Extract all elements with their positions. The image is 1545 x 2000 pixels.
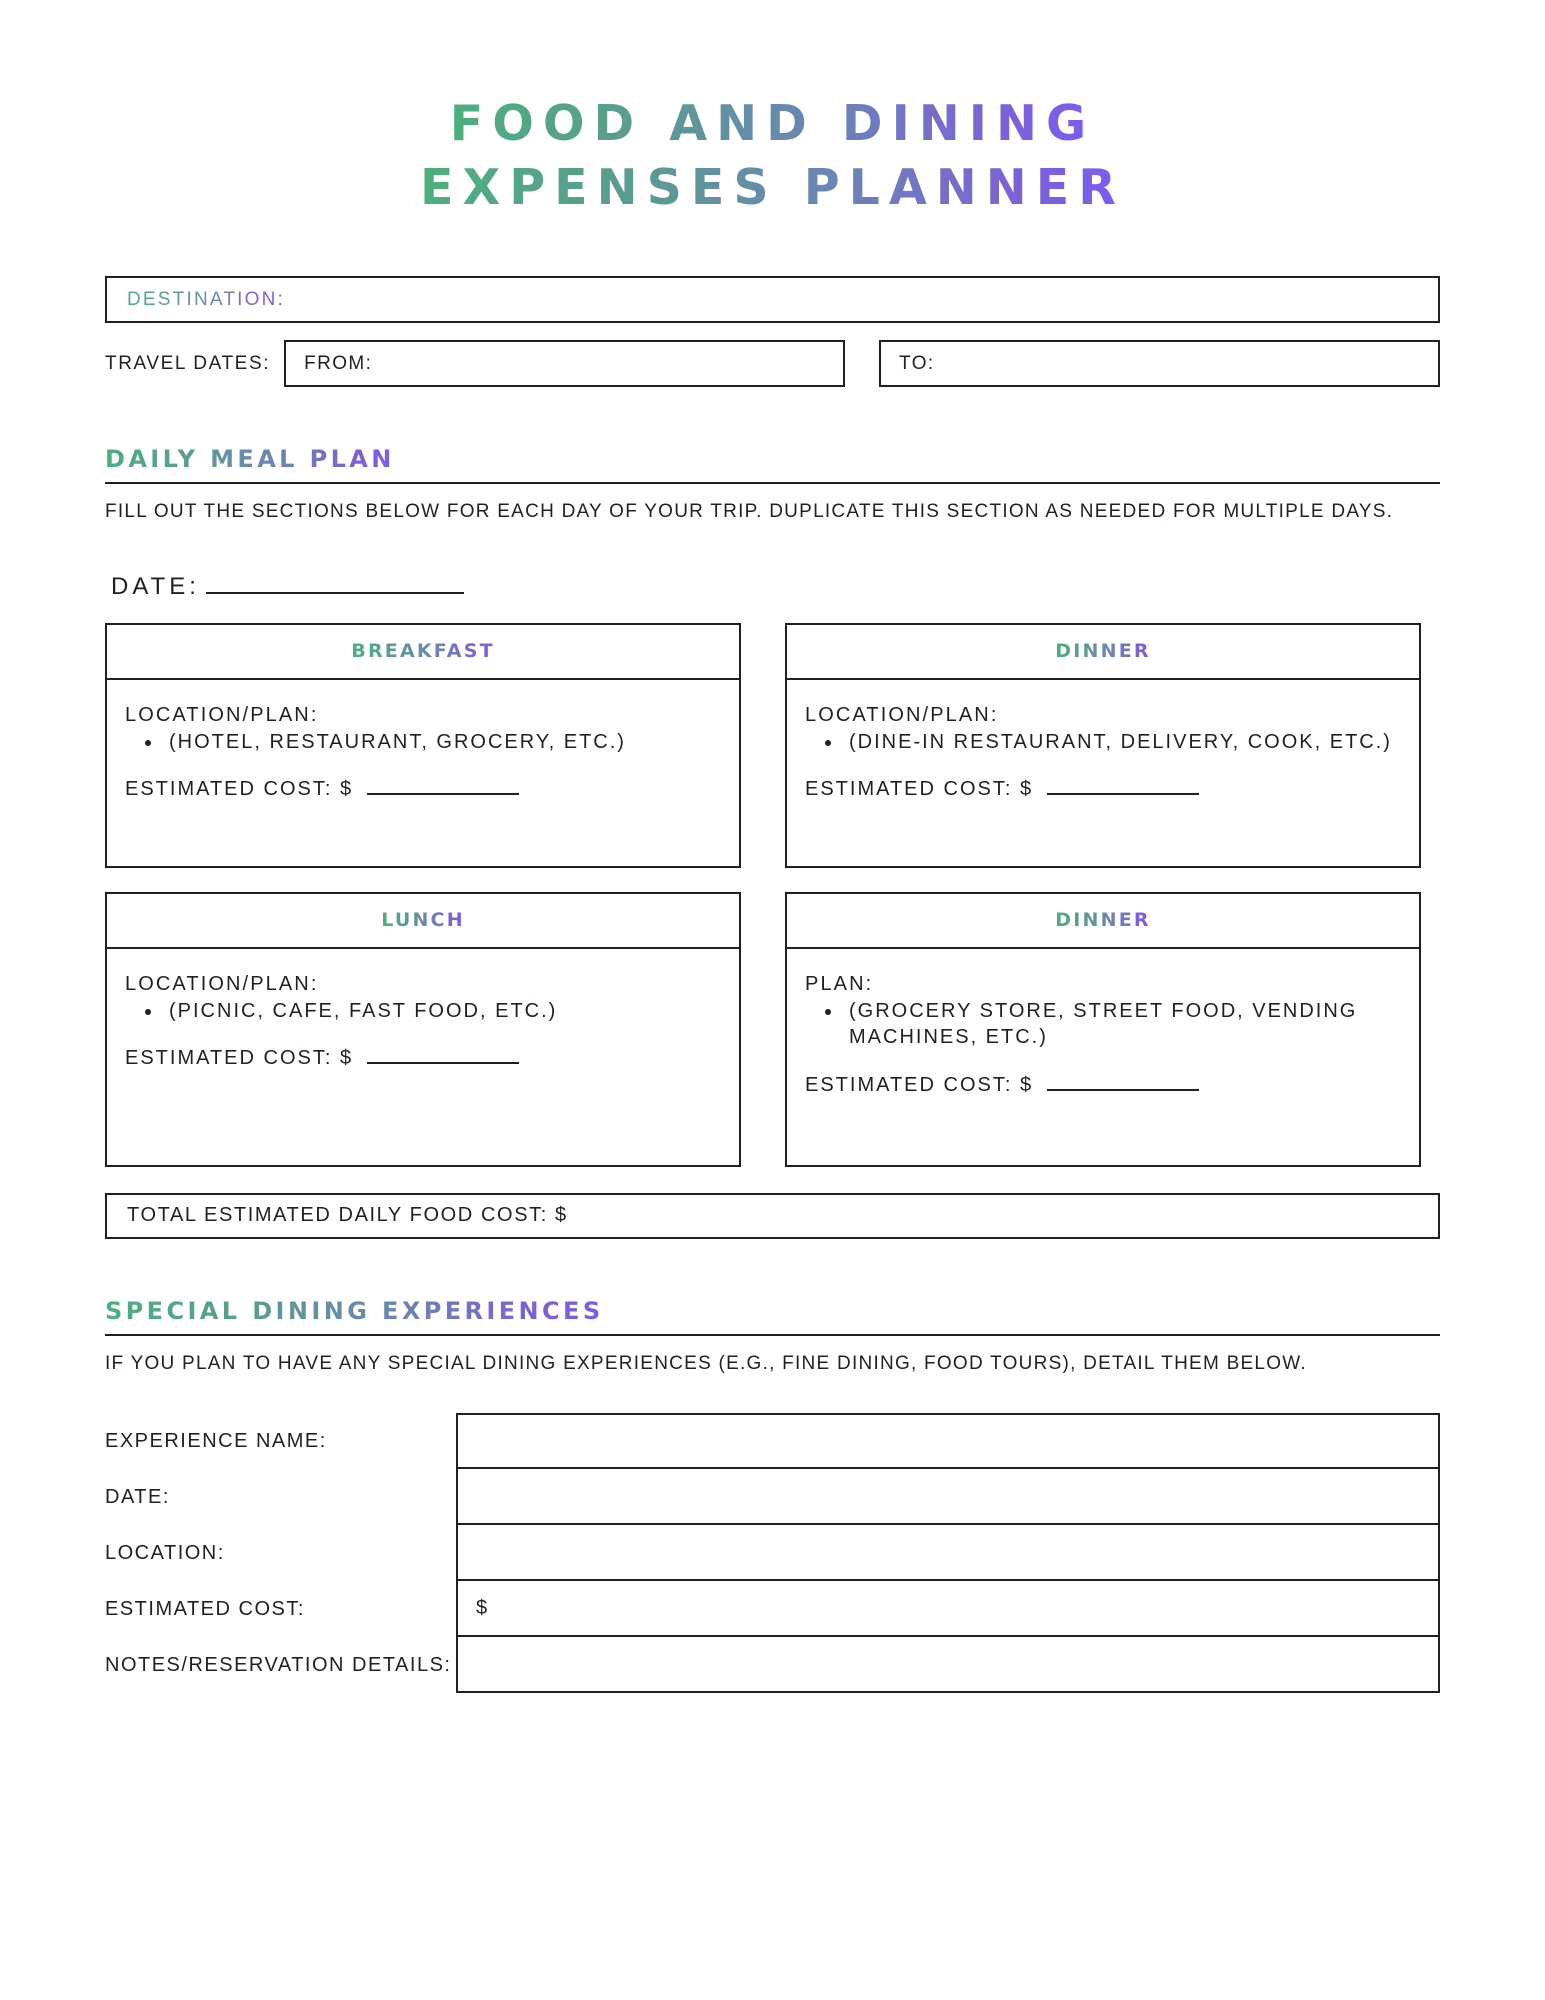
travel-date-to-label: TO: [899, 352, 935, 374]
experience-date-input[interactable] [456, 1469, 1440, 1525]
meal-card-dinner-primary-title: DINNER [1055, 640, 1151, 663]
experience-notes-label: NOTES/RESERVATION DETAILS: [105, 1653, 452, 1676]
travel-dates-label: TRAVEL DATES: [105, 352, 271, 374]
special-dining-rule [105, 1334, 1440, 1336]
travel-dates-row [105, 340, 1440, 387]
meal-card-lunch-hint-list [125, 998, 717, 1024]
meal-card-dinner-secondary-cost-row [805, 1073, 1397, 1097]
meal-card-breakfast-cost-label: ESTIMATED COST: $ [125, 778, 354, 801]
meal-card-dinner-primary-cost-row [805, 777, 1397, 801]
daily-meal-plan-heading [105, 445, 1440, 473]
daily-meal-plan-description: FILL OUT THE SECTIONS BELOW FOR EACH DAY OF YOUR TRIP. DUPLICATE THIS SECTION AS NEEDED FOR MULTIPLE DAYS. [105, 501, 1394, 523]
meal-card-breakfast-field-label: LOCATION/PLAN: [125, 703, 319, 726]
meal-plan-date-row [105, 572, 1440, 601]
page-title-line-2-text: EXPENSES PLANNER [420, 156, 1125, 220]
meal-card-lunch-cost-label: ESTIMATED COST: $ [125, 1047, 354, 1070]
meal-card-lunch-cost-input[interactable] [367, 1046, 519, 1064]
meal-card-dinner-primary-cost-label: ESTIMATED COST: $ [805, 778, 1034, 801]
meal-cards-grid [105, 623, 1440, 1167]
meal-card-breakfast-hint: • (HOTEL, RESTAURANT, GROCERY, ETC.) [163, 729, 717, 755]
meal-card-dinner-primary-hint: • (DINE-IN RESTAURANT, DELIVERY, COOK, ETC.) [843, 729, 1397, 755]
experience-estimated-cost-label: ESTIMATED COST: [105, 1597, 305, 1620]
daily-meal-plan-heading-text: DAILY MEAL PLAN [105, 445, 395, 474]
travel-date-from-field[interactable] [284, 340, 845, 387]
travel-date-from-label: FROM: [304, 352, 373, 374]
meal-card-lunch-header [107, 894, 739, 949]
meal-card-breakfast-header [107, 625, 739, 680]
meal-card-dinner-secondary-cost-label: ESTIMATED COST: $ [805, 1073, 1034, 1096]
special-dining-heading [105, 1297, 1440, 1325]
meal-card-breakfast-cost-row [125, 777, 717, 801]
meal-card-lunch-cost-row [125, 1046, 717, 1070]
table-row [105, 1637, 1440, 1693]
table-row [105, 1413, 1440, 1469]
meal-plan-date-label: DATE: [111, 572, 200, 600]
meal-card-lunch-body [107, 949, 739, 1165]
meal-card-dinner-primary-field-label: LOCATION/PLAN: [805, 703, 999, 726]
meal-card-breakfast [105, 623, 741, 868]
total-daily-food-cost-label: TOTAL ESTIMATED DAILY FOOD COST: $ [127, 1204, 568, 1227]
meal-card-lunch-title: LUNCH [381, 909, 465, 932]
experience-date-label: DATE: [105, 1485, 170, 1508]
meal-card-breakfast-title: BREAKFAST [351, 640, 495, 663]
special-dining-section [105, 1297, 1440, 1694]
table-row [105, 1581, 1440, 1637]
meal-card-dinner-secondary-field-label: PLAN: [805, 972, 874, 995]
meal-card-lunch [105, 892, 741, 1167]
meal-card-dinner-primary-body [787, 680, 1419, 866]
daily-meal-plan-section [105, 445, 1440, 1239]
destination-label: DESTINATION: [127, 288, 285, 310]
meal-card-lunch-field-label: LOCATION/PLAN: [125, 972, 319, 995]
meal-card-breakfast-body [107, 680, 739, 866]
meal-card-breakfast-cost-input[interactable] [367, 777, 519, 795]
meal-card-dinner-secondary-title: DINNER [1055, 909, 1151, 932]
meal-card-dinner-secondary-hint: • (GROCERY STORE, STREET FOOD, VENDING MACHINES, ETC.) [843, 998, 1397, 1051]
experience-location-input[interactable] [456, 1525, 1440, 1581]
experience-name-input[interactable] [456, 1413, 1440, 1469]
meal-card-dinner-secondary-body [787, 949, 1419, 1165]
travel-date-to-field[interactable] [879, 340, 1440, 387]
experience-estimated-cost-input[interactable]: $ [456, 1581, 1440, 1637]
page-title-line-1 [105, 92, 1440, 156]
meal-card-lunch-hint: • (PICNIC, CAFE, FAST FOOD, ETC.) [163, 998, 717, 1024]
meal-card-dinner-secondary-header [787, 894, 1419, 949]
total-daily-food-cost-field[interactable] [105, 1193, 1440, 1239]
page-title [105, 0, 1440, 219]
experience-notes-input[interactable] [456, 1637, 1440, 1693]
meal-card-dinner-secondary [785, 892, 1421, 1167]
destination-field[interactable] [105, 276, 1440, 323]
destination-section [105, 276, 1440, 387]
experience-location-label: LOCATION: [105, 1541, 225, 1564]
table-row [105, 1469, 1440, 1525]
page-title-line-2 [105, 156, 1440, 220]
meal-card-breakfast-hint-list [125, 729, 717, 755]
special-dining-table [105, 1413, 1440, 1693]
meal-card-dinner-secondary-cost-input[interactable] [1047, 1073, 1199, 1091]
meal-card-dinner-primary-cost-input[interactable] [1047, 777, 1199, 795]
meal-card-dinner-primary [785, 623, 1421, 868]
special-dining-description: IF YOU PLAN TO HAVE ANY SPECIAL DINING EXPERIENCES (E.G., FINE DINING, FOOD TOURS), DETAIL THEM BELOW. [105, 1352, 1307, 1374]
table-row [105, 1525, 1440, 1581]
meal-card-dinner-primary-hint-list [805, 729, 1397, 755]
experience-name-label: EXPERIENCE NAME: [105, 1429, 327, 1452]
daily-meal-plan-rule [105, 482, 1440, 484]
meal-card-dinner-secondary-hint-list [805, 998, 1397, 1051]
special-dining-heading-text: SPECIAL DINING EXPERIENCES [105, 1296, 604, 1325]
meal-card-dinner-primary-header [787, 625, 1419, 680]
meal-plan-date-input[interactable] [206, 572, 464, 594]
page-title-line-1-text: FOOD AND DINING [450, 92, 1096, 156]
date-field-gap [845, 340, 879, 387]
